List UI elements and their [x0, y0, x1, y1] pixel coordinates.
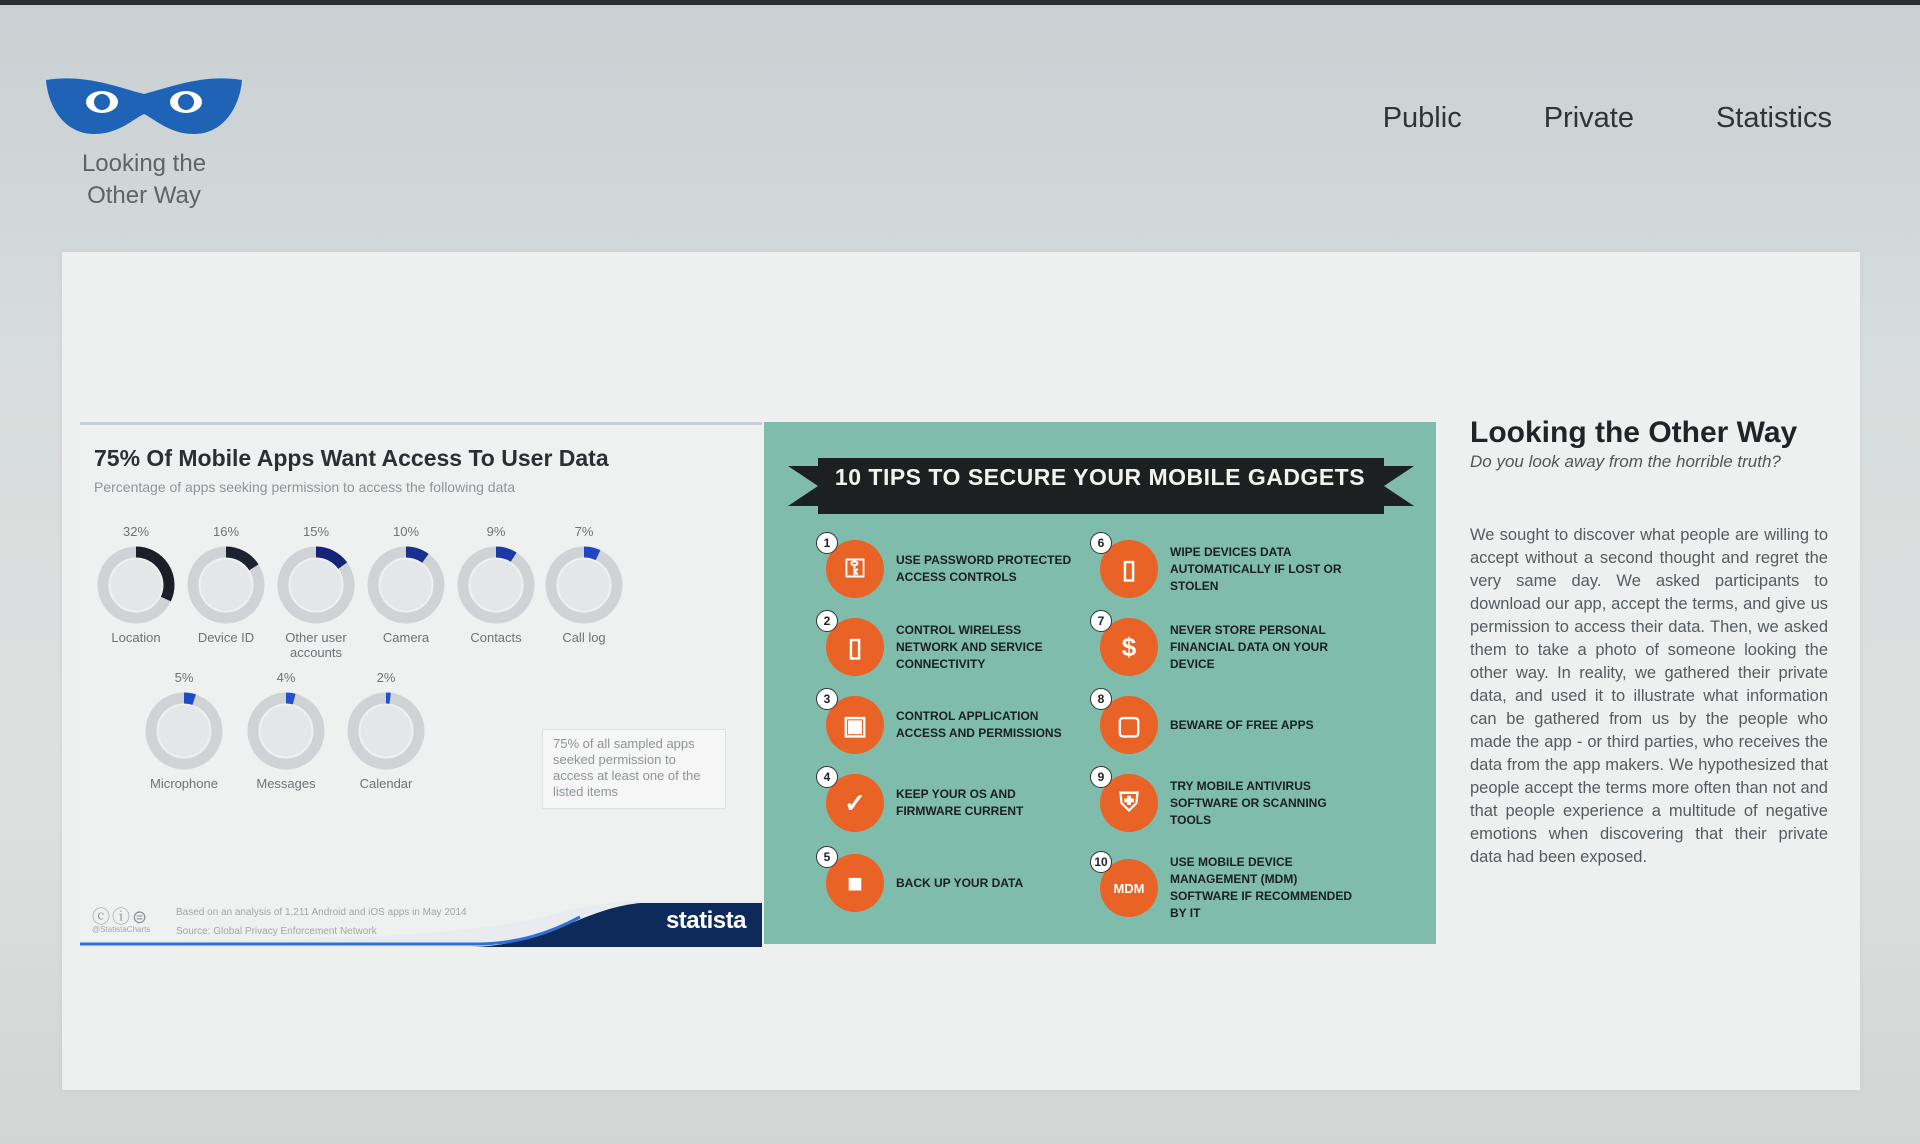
donut-slice-6 [184, 698, 194, 700]
tip-number: 8 [1090, 688, 1112, 710]
donut-value-label: 9% [486, 524, 506, 539]
article [1470, 416, 1828, 869]
donut-category-label: Microphone [150, 776, 218, 791]
tip-10 [1094, 854, 1358, 922]
chart-title: 75% Of Mobile Apps Want Access To User Data [94, 445, 609, 471]
top-edge [0, 0, 1920, 5]
tip-text: TRY MOBILE ANTIVIRUS SOFTWARE OR SCANNING TOOLS [1170, 778, 1327, 827]
tip-number: 6 [1090, 532, 1112, 554]
lock-icon: 3 ▣ [826, 696, 884, 754]
donut-value-label: 4% [276, 670, 296, 685]
shield-icon: 9 ⛨ [1100, 774, 1158, 832]
site-logo[interactable] [44, 72, 244, 212]
article-title: Looking the Other Way [1470, 416, 1798, 449]
tip-number: 4 [816, 766, 838, 788]
main-nav [1383, 102, 1832, 135]
tip-number: 7 [1090, 610, 1112, 632]
tip-number: 1 [816, 532, 838, 554]
donut-category-label: Other user accounts [285, 630, 347, 660]
donut-value-label: 15% [302, 524, 330, 539]
nav-public[interactable]: Public [1382, 102, 1462, 134]
logo-text [44, 148, 244, 212]
donut-value-label: 2% [376, 670, 396, 685]
tip-5 [823, 850, 1084, 912]
tip-7 [1097, 614, 1358, 676]
creative-commons-icon: ⓒⓘ⊜ [92, 907, 150, 927]
donut-category-label: Location [111, 630, 161, 645]
donut-slice-7 [286, 698, 294, 699]
donut-inner [111, 560, 162, 611]
tip-text: CONTROL APPLICATION ACCESS AND PERMISSIONS [896, 709, 1062, 740]
donut-slice-3 [406, 552, 425, 558]
statista-logo[interactable]: statista [665, 907, 746, 934]
chart-footer [176, 903, 467, 941]
donut-inner [381, 560, 432, 611]
donut-inner [361, 706, 412, 757]
tip-number: 3 [816, 688, 838, 710]
checkbox-icon: 4 ✓ [826, 774, 884, 832]
mdm-icon: 10 MDM [1100, 859, 1158, 917]
footer-line-1: Based on an analysis of 1,211 Android and iOS apps in May 2014 [176, 907, 467, 918]
donut-category-label: Device ID [197, 630, 255, 645]
nav-statistics[interactable]: Statistics [1715, 102, 1832, 134]
donut-inner [471, 560, 522, 611]
mask-icon [44, 72, 244, 142]
tip-text: BEWARE OF FREE APPS [1170, 717, 1314, 732]
tip-2 [823, 614, 1084, 676]
tip-text: KEEP YOUR OS AND FIRMWARE CURRENT [896, 787, 1024, 818]
chart-subtitle: Percentage of apps seeking permission to access the following data [94, 479, 516, 495]
footer-line-2: Source: Global Privacy Enforcement Network [176, 926, 377, 937]
donut-value-label: 32% [122, 524, 150, 539]
donut-category-label: Calendar [359, 776, 413, 791]
donut-value-label: 7% [574, 524, 594, 539]
tip-6 [1097, 536, 1358, 598]
phone-wireless-icon: 2 ▯ [826, 618, 884, 676]
tip-text: USE PASSWORD PROTECTED ACCESS CONTROLS [896, 553, 1072, 584]
donut-charts [80, 425, 762, 947]
nav-private[interactable]: Private [1543, 102, 1634, 134]
tip-9 [1097, 770, 1358, 832]
key-icon: 1 ⚿ [826, 540, 884, 598]
tip-text: NEVER STORE PERSONAL FINANCIAL DATA ON YOUR DEVICE [1170, 622, 1328, 671]
logo-line-1: Looking the [81, 150, 207, 177]
logo-line-2: Other Way [87, 182, 201, 209]
donut-inner [291, 560, 342, 611]
donut-value-label: 5% [174, 670, 194, 685]
free-app-icon: 8 ▢ [1100, 696, 1158, 754]
statista-chart [80, 422, 762, 947]
phone-wipe-icon: 6 ▯ [1100, 540, 1158, 598]
tip-number: 5 [816, 846, 838, 868]
donut-inner [261, 706, 312, 757]
tip-1 [823, 536, 1084, 598]
statista-handle: @StatistaCharts [92, 925, 151, 934]
donut-slice-5 [584, 552, 598, 555]
article-body: We sought to discover what people are willing to accept without a second thought and regret the very same day. We asked participants to download our app, accept the terms, and give us permission to access their data. Then, we asked them to take a photo of someone looking the other way. In reality, we gathered their private data, and used it to illustrate what information can be gathered from us by the people who made the app - or third parties, who receives the data from the app makers. We hypothesized that people accept the terms more often than not and that people experience a multitude of negative emotions when discovering that their private data had been exposed. [1470, 526, 1828, 866]
donut-inner [201, 560, 252, 611]
donut-value-label: 10% [392, 524, 420, 539]
tip-text: BACK UP YOUR DATA [896, 875, 1024, 890]
tip-4 [823, 770, 1084, 832]
tip-number: 9 [1090, 766, 1112, 788]
donut-slice-4 [496, 552, 514, 557]
chart-note: 75% of all sampled apps seeked permission to access at least one of the listed items [542, 729, 726, 809]
tip-text: CONTROL WIRELESS NETWORK AND SERVICE CONNECTIVITY [896, 622, 1043, 671]
donut-value-label: 16% [212, 524, 240, 539]
donut-category-label: Contacts [470, 630, 522, 645]
donut-category-label: Camera [382, 630, 430, 645]
tips-infographic [764, 422, 1436, 944]
tip-number: 2 [816, 610, 838, 632]
donut-inner [559, 560, 610, 611]
tip-3 [823, 692, 1084, 754]
folder-icon: 5 ■ [826, 854, 884, 912]
tip-8 [1097, 692, 1358, 754]
donut-category-label: Call log [562, 630, 606, 645]
donut-category-label: Messages [256, 776, 316, 791]
tips-title: 10 TIPS TO SECURE YOUR MOBILE GADGETS [834, 464, 1366, 490]
tip-text: WIPE DEVICES DATA AUTOMATICALLY IF LOST OR STOLEN [1170, 544, 1342, 593]
tip-number: 10 [1090, 851, 1112, 873]
article-subtitle: Do you look away from the horrible truth? [1470, 452, 1781, 471]
donut-inner [159, 706, 210, 757]
dollar-phone-icon: 7 $ [1100, 618, 1158, 676]
tip-text: USE MOBILE DEVICE MANAGEMENT (MDM) SOFTWARE IF RECOMMENDED BY IT [1170, 855, 1352, 920]
